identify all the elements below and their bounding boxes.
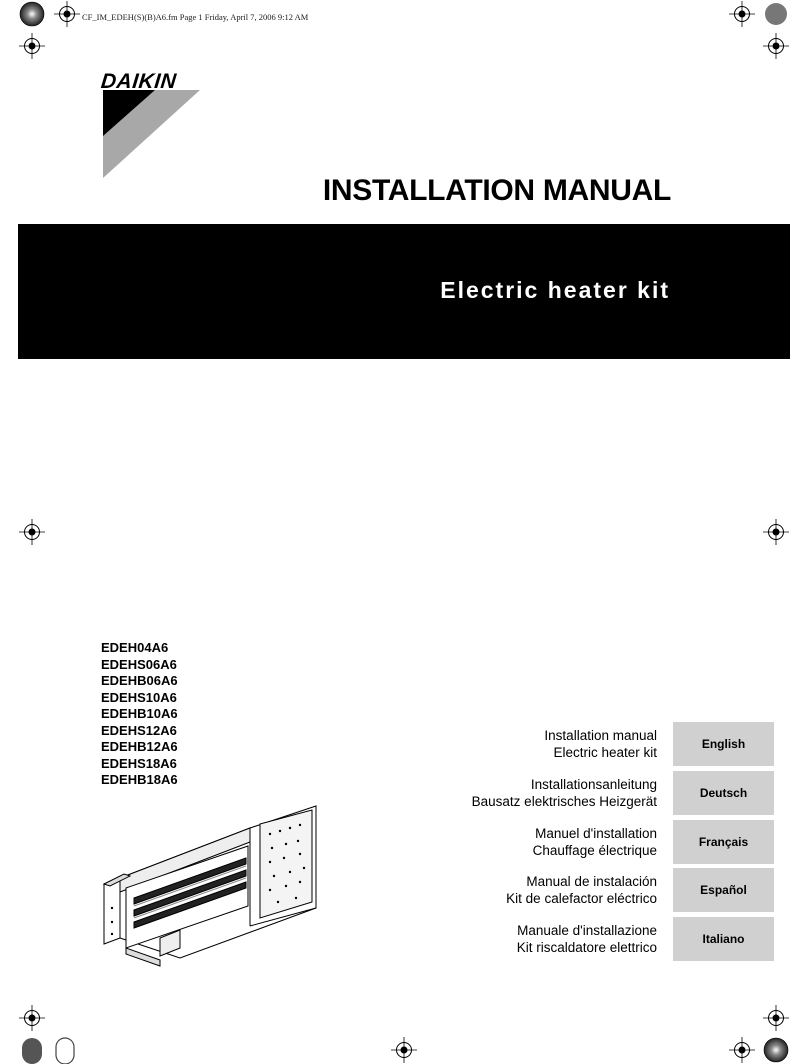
language-row-text (544, 727, 657, 761)
crosshair-right-upper (763, 33, 789, 59)
model-item: EDEH04A6 (101, 640, 169, 655)
crosshair-left-upper (19, 33, 45, 59)
gray-dot-bottom-left (22, 1038, 42, 1064)
language-row-text (517, 922, 657, 956)
starburst-mark-top-left (20, 2, 44, 26)
crosshair-right-lower (763, 1005, 789, 1031)
model-list (101, 640, 178, 789)
product-name-es: Kit de calefactor eléctrico (506, 891, 657, 906)
page-title: INSTALLATION MANUAL (322, 174, 671, 207)
tab-deutsch[interactable]: Deutsch (673, 771, 774, 815)
crosshair-bottom-center (391, 1037, 417, 1063)
model-item: EDEHS12A6 (101, 722, 177, 738)
language-row-english (440, 722, 774, 766)
crosshair-bottom-right (729, 1037, 755, 1063)
tab-italiano[interactable]: Italiano (673, 917, 774, 961)
crosshair-left-mid (19, 519, 45, 545)
title-banner (18, 224, 790, 359)
outline-dot-bottom-left (56, 1038, 74, 1064)
gray-dot-top-right (765, 3, 787, 25)
language-row-francais (440, 820, 774, 864)
banner-subtitle: Electric heater kit (440, 277, 670, 303)
language-row-deutsch (440, 771, 774, 815)
language-row-text (472, 776, 657, 810)
model-item: EDEHB12A6 (101, 739, 178, 754)
model-item: EDEHB18A6 (101, 772, 178, 787)
model-item: EDEHB10A6 (101, 706, 178, 721)
manual-title-de: Installationsanleitung (530, 777, 657, 792)
manual-title-it: Manuale d'installazione (517, 923, 657, 938)
product-name-en: Electric heater kit (553, 745, 657, 760)
brand-logo-text: DAIKIN (99, 70, 178, 93)
model-item: EDEHB06A6 (101, 673, 178, 688)
language-row-italiano (440, 917, 774, 961)
model-item: EDEHS10A6 (101, 689, 177, 705)
heater-unit-illustration (100, 798, 330, 968)
starburst-mark-bottom-right (764, 1038, 788, 1062)
model-item: EDEHS18A6 (101, 755, 177, 771)
manual-title-es: Manual de instalación (526, 874, 657, 889)
tab-francais[interactable]: Français (673, 820, 774, 864)
tab-english[interactable]: English (673, 722, 774, 766)
model-item: EDEHS06A6 (101, 656, 177, 672)
product-name-fr: Chauffage électrique (532, 843, 657, 858)
crosshair-top-right (729, 1, 755, 27)
crosshair-top-left (54, 1, 80, 27)
manual-title-en: Installation manual (544, 728, 657, 743)
language-row-espanol (440, 868, 774, 912)
file-header: CF_IM_EDEH(S)(B)A6.fm Page 1 Friday, April 7, 2006 9:12 AM (82, 12, 309, 22)
manual-title-fr: Manuel d'installation (535, 826, 657, 841)
product-name-it: Kit riscaldatore elettrico (516, 940, 657, 955)
language-row-text (506, 873, 657, 907)
language-row-text (533, 825, 657, 859)
product-name-de: Bausatz elektrisches Heizgerät (471, 794, 657, 809)
tab-espanol[interactable]: Español (673, 868, 774, 912)
crosshair-right-mid (763, 519, 789, 545)
crosshair-left-lower (19, 1005, 45, 1031)
